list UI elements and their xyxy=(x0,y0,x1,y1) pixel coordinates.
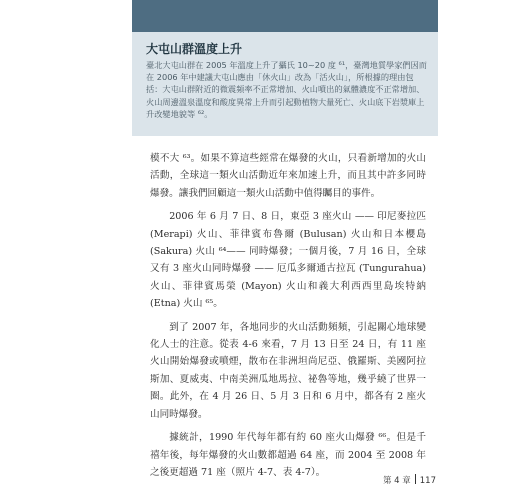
page-number: 117 xyxy=(419,476,436,486)
footer-divider xyxy=(415,474,416,484)
sidebar-header-bar xyxy=(132,0,438,32)
paragraph-4: 據統計，1990 年代每年都有約 60 座火山爆發 ⁶⁶。但是千禧年後，每年爆發的火山數都超過 64 座，而 2004 至 2008 年之後更超過 71 座（照片 4-7、表 4-7）。 xyxy=(150,432,426,478)
page-footer xyxy=(383,474,436,486)
paragraph-2: 2006 年 6 月 7 日、8 日，東亞 3 座火山 —— 印尼麥拉匹 (Merapi) 火山、菲律賓布魯爾 (Bulusan) 火山和日本櫻島 (Sakura) 火山 ⁶⁴—— 同時爆發；一個月後，7 月 16 日，全球又有 3 座火山同時爆發 —— 厄瓜多爾通古拉瓦 (Tungurahua) 火山、菲律賓馬榮 (Mayon) 火山和義大利西西里島埃特納 (Etna) 火山 ⁶⁵。 xyxy=(150,211,426,310)
sidebar-title: 大屯山群溫度上升 xyxy=(146,42,243,56)
sidebar-body: 臺北大屯山群在 2005 年溫度上升了攝氏 10~20 度 ⁶¹，臺灣地質學家們因而在 2006 年中建議大屯山應由「休火山」改為「活火山」，所根據的理由包括：大屯山群附近的微震頻率不正常增加、火山噴出的氣體濃度不正常增加、火山周邊溫泉溫度和酸度異常上升而引起動植物大量死亡、火山底下岩漿庫上升改變地貌等 ⁶²。 xyxy=(146,60,427,119)
sidebar-box xyxy=(132,0,438,136)
paragraph-1: 模不大 ⁶³。如果不算這些經常在爆發的火山，只看新增加的火山活動，全球這一類火山活動近年來加速上升，而且其中許多同時爆發。讓我們回顧這一類火山活動中值得矚目的事件。 xyxy=(150,153,426,199)
main-text xyxy=(150,150,426,487)
chapter-label: 第 4 章 xyxy=(382,476,411,486)
paragraph-3: 到了 2007 年，各地同步的火山活動頻頻，引起關心地球變化人士的注意。從表 4-6 來看，7 月 13 日至 24 日，有 11 座火山開始爆發或噴煙，散布在非洲坦尚尼亞、俄羅斯、美國阿拉斯加、夏威夷、中南美洲瓜地馬拉、祕魯等地，幾乎繞了世界一圈。此外，在 4 月 26 日、5 月 3 日和 6 月中，都各有 2 座火山同時爆發。 xyxy=(150,321,426,420)
